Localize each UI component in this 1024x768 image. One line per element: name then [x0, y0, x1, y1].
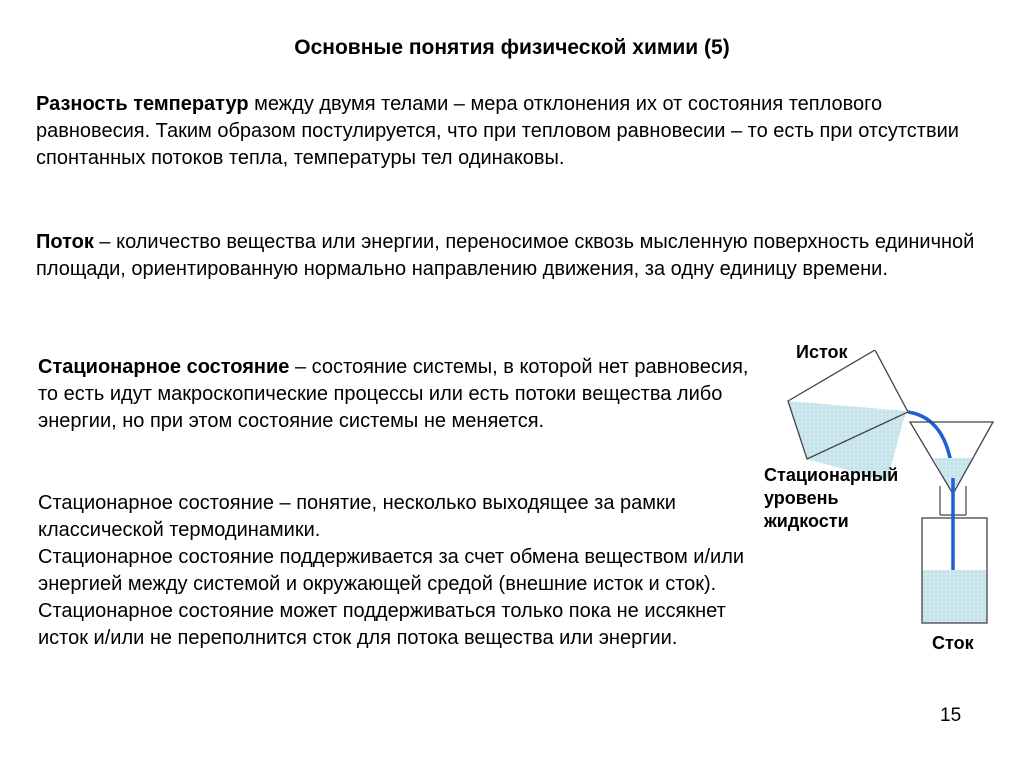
stationary-state-term: Стационарное состояние [38, 356, 290, 378]
flow-text: – количество вещества или энергии, переносимое сквозь мысленную поверхность единичной площади, ориентированную нормально направлению движения, за одну единицу времени. [36, 231, 975, 280]
sink-label: Сток [932, 633, 974, 653]
sink-liquid [922, 570, 987, 623]
source-label: Исток [796, 342, 848, 362]
temperature-difference-paragraph [36, 91, 996, 172]
temperature-difference-term: Разность температур [36, 93, 249, 115]
stationary-note: Стационарное состояние поддерживается за счет обмена веществом и/или энергией между системой и окружающей средой (внешние исток и сток). [38, 546, 745, 595]
stationary-notes [38, 490, 758, 652]
flow-paragraph [36, 229, 996, 283]
temperature-difference-text: между двумя телами – мера отклонения их от состояния теплового равновесия. Таким образом постулируется, что при тепловом равновесии – то есть при отсутствии спонтанных потоков тепла, температуры тел одинаковы. [36, 93, 959, 169]
source-vessel [788, 350, 908, 481]
page-title: Основные понятия физической химии (5) [294, 36, 730, 59]
stationary-note: Стационарное состояние может поддерживаться только пока не иссякнет исток и/или не переполнится сток для потока вещества или энергии. [38, 600, 726, 649]
stationary-state-text: – состояние системы, в которой нет равновесия, то есть идут макроскопические процессы или есть потоки вещества либо энергии, но при этом состояние системы не меняется. [38, 356, 749, 432]
stationary-level-label [764, 464, 898, 533]
stationary-note: Стационарное состояние – понятие, несколько выходящее за рамки классической термодинамики. [38, 492, 676, 541]
stationary-state-paragraph [38, 354, 758, 435]
stationary-level-label-line: Стационарный [764, 465, 899, 485]
stationary-level-label-line: жидкости [764, 511, 849, 531]
stationary-level-label-line: уровень [764, 488, 839, 508]
page-number: 15 [940, 705, 962, 726]
flow-term: Поток [36, 231, 94, 253]
